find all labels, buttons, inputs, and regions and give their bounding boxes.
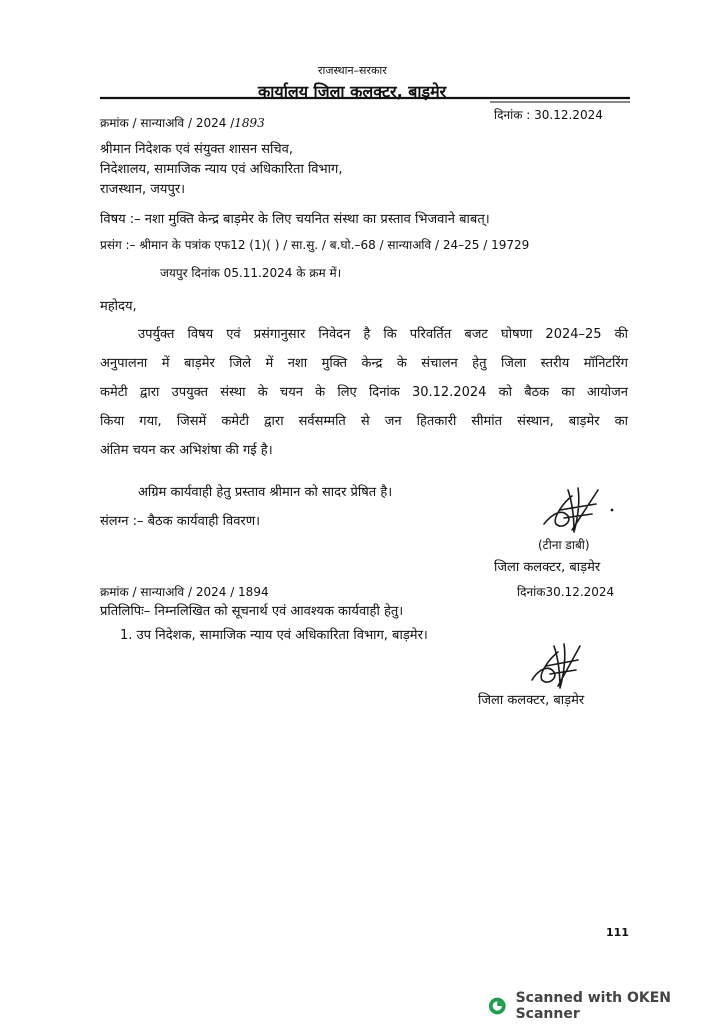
letter-ref-number: क्रमांक / सान्याअवि / 2024 /1893 — [100, 116, 265, 130]
office-title: कार्यालय जिला कलक्टर, बाड़मेर — [258, 82, 447, 101]
page-number: 111 — [606, 926, 629, 939]
scanner-label: Scanned with OKEN Scanner — [515, 990, 672, 1022]
forwarding-note: अग्रिम कार्यवाही हेतु प्रस्ताव श्रीमान को सादर प्रेषित है। — [138, 485, 393, 500]
salutation: महोदय, — [100, 299, 137, 314]
copy-date: दिनांक30.12.2024 — [517, 585, 615, 599]
scanner-logo-icon — [488, 996, 507, 1016]
copy-ref-number: क्रमांक / सान्याअवि / 2024 / 1894 — [100, 585, 269, 599]
body-line: किया गया, जिसमें कमेटी द्वारा सर्वसम्मति से जन हितकारी सीमांत संस्थान, बाड़मेर का — [100, 414, 628, 429]
reference-line: जयपुर दिनांक 05.11.2024 के क्रम में। — [160, 266, 342, 280]
copy-to-line: प्रतिलिपिः– निम्नलिखित को सूचनार्थ एवं आवश्यक कार्यवाही हेतु। — [100, 604, 404, 619]
addressee-line: निदेशालय, सामाजिक न्याय एवं अधिकारिता विभाग, — [100, 162, 343, 177]
signatory-designation: जिला कलक्टर, बाड़मेर — [494, 560, 601, 575]
government-header: राजस्थान–सरकार — [318, 64, 387, 77]
body-line: उपर्युक्त विषय एवं प्रसंगानुसार निवेदन है कि परिवर्तित बजट घोषणा 2024–25 की — [138, 327, 628, 342]
body-line: कमेटी द्वारा उपयुक्त संस्था के चयन के लिए दिनांक 30.12.2024 को बैठक का आयोजन — [100, 385, 628, 400]
reference-line: प्रसंग :– श्रीमान के पत्रांक एफ12 (1)( ) / सा.सु. / ब.घो.–68 / सान्याअवि / 24–25 / 19729 — [100, 238, 530, 252]
body-line: अंतिम चयन कर अभिशंषा की गई है। — [100, 443, 273, 458]
subject-line: विषय :– नशा मुक्ति केन्द्र बाड़मेर के लिए चयनित संस्था का प्रस्ताव भिजवाने बाबत्। — [100, 212, 490, 227]
scanner-watermark — [488, 990, 724, 1022]
addressee-line: राजस्थान, जयपुर। — [100, 182, 186, 197]
signature-mark — [526, 642, 586, 692]
copy-signatory-designation: जिला कलक्टर, बाड़मेर — [478, 693, 585, 708]
body-line: अनुपालना में बाड़मेर जिले में नशा मुक्ति केन्द्र के संचालन हेतु जिला स्तरीय मॉनिटरिंग — [100, 356, 628, 371]
copy-recipient: 1. उप निदेशक, सामाजिक न्याय एवं अधिकारिता विभाग, बाड़मेर। — [120, 628, 428, 643]
header-rule — [100, 96, 630, 104]
enclosure-line: संलग्न :– बैठक कार्यवाही विवरण। — [100, 514, 261, 529]
addressee-line: श्रीमान निदेशक एवं संयुक्त शासन सचिव, — [100, 142, 294, 157]
letter-date: दिनांक : 30.12.2024 — [494, 108, 603, 122]
handwritten-ref-number: 1893 — [234, 116, 265, 130]
signature-mark — [538, 484, 618, 536]
signatory-name: (टीना डाबी) — [538, 538, 590, 552]
